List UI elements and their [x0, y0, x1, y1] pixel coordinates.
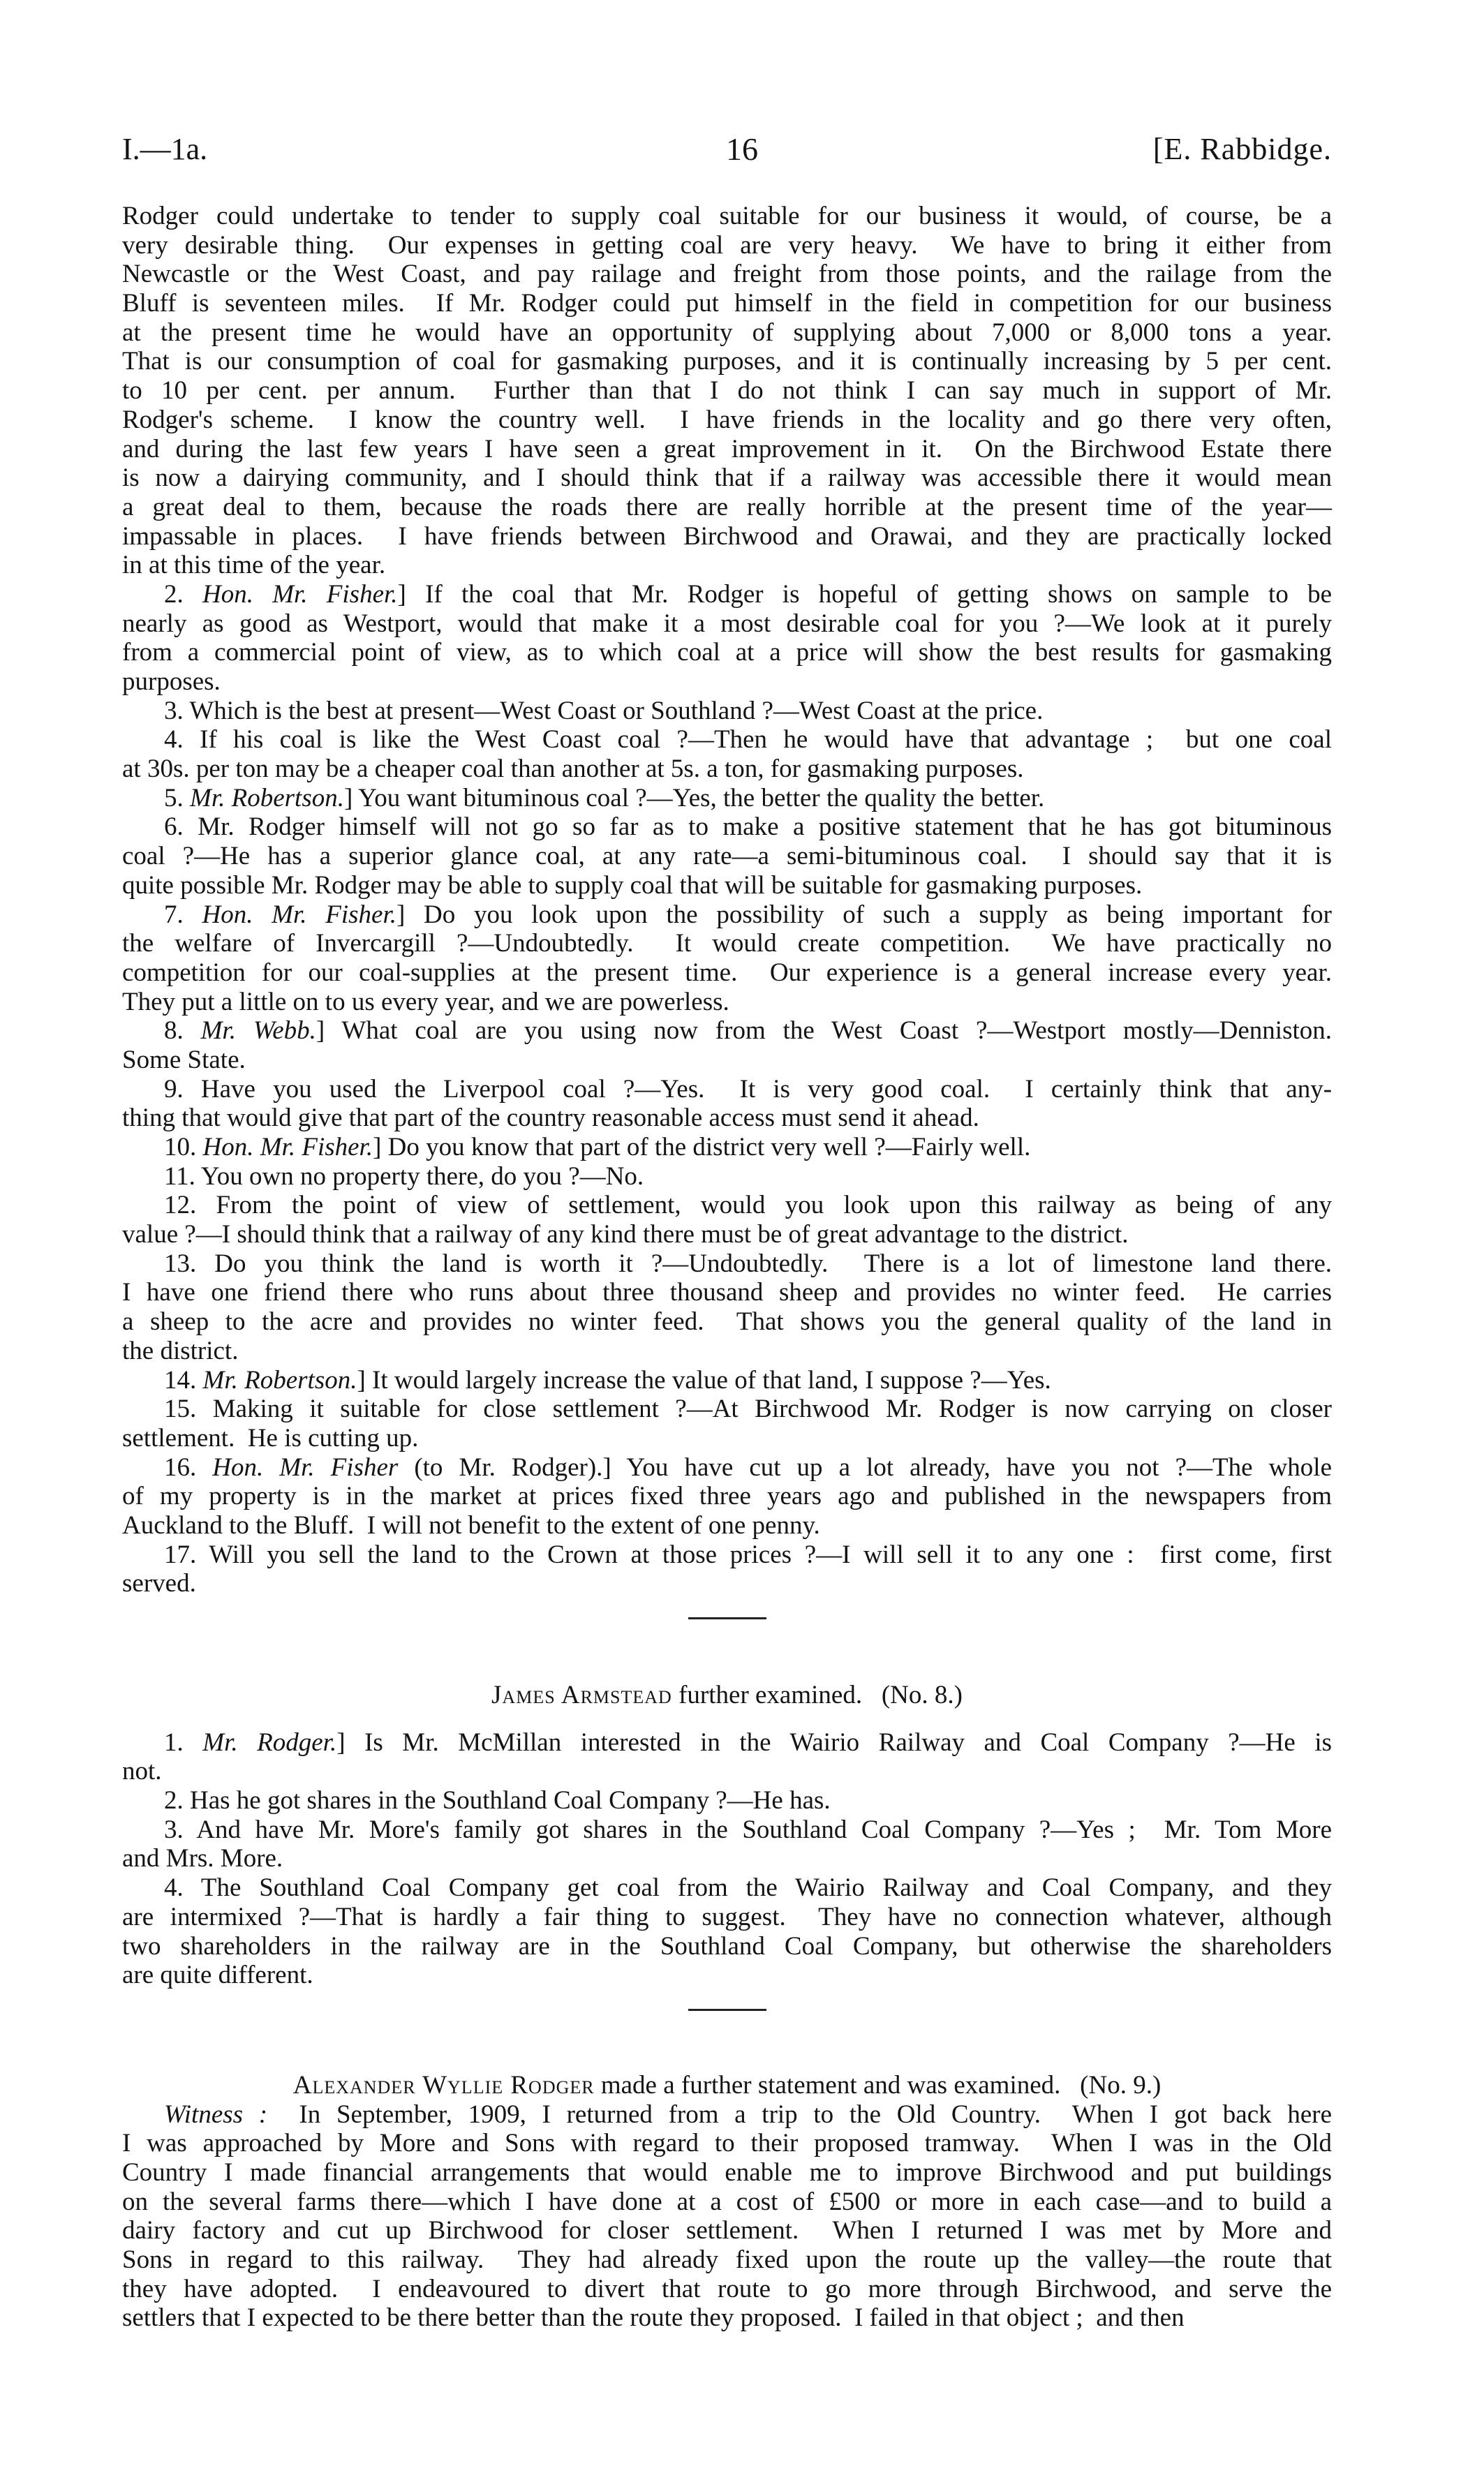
- text-line: [122, 1569, 1332, 1598]
- speaker-name: Hon. Mr. Fisher.: [202, 1133, 373, 1161]
- line-text: and during the last few years I have seen a great improvement in it. On the Birchwood Estate there: [122, 434, 1332, 463]
- page-number: 16: [726, 131, 758, 167]
- text-line: [122, 1786, 1332, 1815]
- line-text: a great deal to them, because the roads there are really horrible at the present time of the year—: [122, 492, 1332, 521]
- speaker-name: Hon. Mr. Fisher.: [202, 579, 398, 609]
- line-text: I was approached by More and Sons with regard to their proposed tramway. When I was in the Old: [122, 2129, 1332, 2158]
- text-line: [122, 1844, 1332, 1873]
- text-line: [122, 812, 1332, 842]
- text-line: [122, 1016, 1332, 1046]
- text-line: [122, 1961, 1332, 1990]
- line-text: ] It would largely increase the value of that land, I suppose ?—Yes.: [357, 1365, 1051, 1395]
- text-line: [122, 1133, 1332, 1162]
- line-text: That is our consumption of coal for gasmaking purposes, and it is continually increasing by 5 per cent.: [122, 347, 1332, 376]
- question-number: 5.: [164, 783, 190, 812]
- text-line: [122, 463, 1332, 493]
- question-answer-paragraph: [122, 1016, 1332, 1074]
- line-text: are quite different.: [122, 1961, 313, 1990]
- text-line: [122, 1482, 1332, 1511]
- text-line: [122, 958, 1332, 988]
- question-answer-paragraph: [122, 1453, 1332, 1540]
- section: [122, 2009, 1332, 2333]
- question-number: 9.: [164, 1074, 201, 1104]
- line-text: ] Do you look upon the possibility of such a supply as being important for: [396, 900, 1333, 929]
- text-line: [122, 725, 1332, 755]
- line-text: ] Is Mr. McMillan interested in the Wairio Railway and Coal Company ?—He is: [336, 1728, 1332, 1757]
- text-line: [122, 1162, 1332, 1191]
- text-line: [122, 2100, 1332, 2130]
- line-text: they have adopted. I endeavoured to divert that route to go more through Birchwood, and serve the: [122, 2274, 1332, 2303]
- document-body: [122, 202, 1332, 2333]
- line-text: Auckland to the Bluff. I will not benefit to the extent of one penny.: [122, 1510, 820, 1540]
- line-text: to 10 per cent. per annum. Further than that I do not think I can say much in support of Mr.: [122, 376, 1332, 406]
- text-line: [122, 1366, 1332, 1395]
- line-text: They put a little on to us every year, and we are powerless.: [122, 987, 729, 1016]
- question-answer-paragraph: [122, 784, 1332, 813]
- text-line: [122, 2245, 1332, 2275]
- text-line: [122, 580, 1332, 609]
- line-text: value ?—I should think that a railway of any kind there must be of great advantage to the district.: [122, 1220, 1129, 1249]
- line-text: at the present time he would have an opportunity of supplying about 7,000 or 8,000 tons a year.: [122, 318, 1332, 347]
- question-answer-paragraph: [122, 2100, 1332, 2333]
- text-line: [122, 2129, 1332, 2158]
- question-number: 2.: [164, 579, 202, 609]
- line-text: competition for our coal-supplies at the present time. Our experience is a general increase every year.: [122, 958, 1332, 987]
- question-answer-paragraph: [122, 1786, 1332, 1815]
- text-line: [122, 1249, 1332, 1279]
- question-answer-paragraph: [122, 1366, 1332, 1395]
- line-text: is now a dairying community, and I should think that if a railway was accessible there it would mean: [122, 463, 1332, 493]
- line-text: quite possible Mr. Rodger may be able to supply coal that will be suitable for gasmaking purposes.: [122, 870, 1143, 900]
- text-line: [122, 1220, 1332, 1249]
- text-line: [122, 929, 1332, 958]
- question-number: 12.: [164, 1191, 216, 1220]
- line-text: ] Do you know that part of the district very well ?—Fairly well.: [373, 1133, 1031, 1161]
- witness-name: Alexander Wyllie Rodger: [292, 2070, 595, 2100]
- text-line: [122, 609, 1332, 639]
- speaker-name: Witness :: [164, 2100, 268, 2129]
- line-text: Will you sell the land to the Crown at those prices ?—I will sell it to any one : first come, first: [209, 1540, 1333, 1569]
- text-line: [122, 2216, 1332, 2245]
- line-text: The Southland Coal Company get coal from the Wairio Railway and Coal Company, and they: [200, 1873, 1332, 1903]
- heading-text: further examined. (No. 8.): [671, 1681, 963, 1709]
- line-text: Sons in regard to this railway. They had already fixed upon the route up the valley—the route that: [122, 2245, 1332, 2274]
- line-text: Country I made financial arrangements that would enable me to improve Birchwood and put buildings: [122, 2158, 1332, 2187]
- text-line: [122, 1104, 1332, 1133]
- question-number: 13.: [164, 1249, 215, 1278]
- question-number: 14.: [164, 1365, 203, 1395]
- text-line: [122, 697, 1332, 726]
- text-line: [122, 1424, 1332, 1453]
- text-line: [122, 1815, 1332, 1845]
- question-answer-paragraph: [122, 1395, 1332, 1453]
- line-text: Mr. Rodger himself will not go so far as to make a positive statement that he has got bituminous: [198, 812, 1332, 842]
- text-line: [122, 435, 1332, 464]
- section: [122, 202, 1332, 1598]
- text-line: [122, 988, 1332, 1017]
- section: [122, 1617, 1332, 1990]
- section-divider: [688, 1617, 766, 1619]
- section-heading: [122, 1681, 1332, 1710]
- question-answer-paragraph: [122, 697, 1332, 726]
- text-line: [122, 2188, 1332, 2217]
- text-line: [122, 1453, 1332, 1483]
- line-text: Making it suitable for close settlement ?—At Birchwood Mr. Rodger is now carrying on closer: [212, 1395, 1332, 1424]
- text-line: [122, 1511, 1332, 1540]
- text-line: [122, 1728, 1332, 1758]
- line-text: of my property is in the market at prices fixed three years ago and published in the newspapers from: [122, 1482, 1332, 1511]
- line-text: Which is the best at present—West Coast or Southland ?—West Coast at the price.: [189, 696, 1044, 725]
- line-text: settlers that I expected to be there better than the route they proposed. I failed in that object ; and then: [122, 2303, 1185, 2333]
- line-text: on the several farms there—which I have done at a cost of £500 or more in each case—and to build a: [122, 2187, 1332, 2216]
- question-answer-paragraph: [122, 900, 1332, 1017]
- witness-running-head: [E. Rabbidge.: [1152, 132, 1332, 166]
- line-text: And have Mr. More's family got shares in the Southland Coal Company ?—Yes ; Mr. Tom More: [196, 1815, 1332, 1844]
- line-text: nearly as good as Westport, would that make it a most desirable coal for you ?—We look at it purely: [122, 609, 1332, 638]
- question-number: 7.: [164, 900, 202, 929]
- line-text: very desirable thing. Our expenses in getting coal are very heavy. We have to bring it either from: [122, 230, 1332, 260]
- text-line: [122, 551, 1332, 580]
- text-line: [122, 1191, 1332, 1220]
- document-reference: I.—1a.: [122, 132, 208, 166]
- text-line: [122, 289, 1332, 318]
- line-text: dairy factory and cut up Birchwood for closer settlement. When I returned I was met by More and: [122, 2216, 1332, 2245]
- text-line: [122, 1395, 1332, 1424]
- text-line: [122, 871, 1332, 900]
- line-text: impassable in places. I have friends between Birchwood and Orawai, and they are practically locked: [122, 521, 1332, 551]
- question-answer-paragraph: [122, 1540, 1332, 1598]
- question-answer-paragraph: [122, 1191, 1332, 1249]
- question-answer-paragraph: [122, 202, 1332, 580]
- question-number: 4.: [164, 725, 200, 755]
- line-text: purposes.: [122, 667, 221, 696]
- question-number: 8.: [164, 1016, 201, 1046]
- text-line: [122, 638, 1332, 667]
- line-text: not.: [122, 1757, 162, 1786]
- line-text: Do you think the land is worth it ?—Undoubtedly. There is a lot of limestone land there.: [214, 1249, 1333, 1278]
- question-number: 10.: [164, 1133, 203, 1161]
- text-line: [122, 1278, 1332, 1307]
- line-text: (to Mr. Rodger).] You have cut up a lot already, have you not ?—The whole: [398, 1453, 1332, 1482]
- line-text: Rodger's scheme. I know the country well. I have friends in the locality and go there very often,: [122, 405, 1332, 434]
- question-answer-paragraph: [122, 725, 1332, 783]
- text-line: [122, 231, 1332, 260]
- line-text: thing that would give that part of the country reasonable access must send it ahead.: [122, 1104, 979, 1133]
- line-text: and Mrs. More.: [122, 1844, 283, 1873]
- line-text: Some State.: [122, 1045, 246, 1074]
- speaker-name: Mr. Robertson.: [190, 783, 344, 812]
- line-text: a sheep to the acre and provides no winter feed. That shows you the general quality of the land in: [122, 1307, 1332, 1337]
- line-text: ] If the coal that Mr. Rodger is hopeful of getting shows on sample to be: [397, 579, 1332, 609]
- line-text: Rodger could undertake to tender to supply coal suitable for our business it would, of course, be a: [122, 202, 1332, 230]
- witness-name: James Armstead: [491, 1681, 672, 1709]
- text-line: [122, 376, 1332, 406]
- line-text: ] You want bituminous coal ?—Yes, the better the quality the better.: [343, 783, 1045, 812]
- text-line: [122, 406, 1332, 435]
- speaker-name: Hon. Mr. Fisher: [212, 1453, 399, 1482]
- section-heading: [122, 2071, 1332, 2100]
- line-text: In September, 1909, I returned from a trip to the Old Country. When I got back here: [267, 2100, 1332, 2129]
- line-text: coal ?—He has a superior glance coal, at any rate—a semi-bituminous coal. I should say that it is: [122, 842, 1332, 871]
- heading-text: made a further statement and was examined. (No. 9.): [594, 2070, 1162, 2100]
- line-text: in at this time of the year.: [122, 551, 386, 580]
- text-line: [122, 900, 1332, 930]
- question-answer-paragraph: [122, 812, 1332, 900]
- line-text: I have one friend there who runs about three thousand sheep and provides no winter feed. He carries: [122, 1278, 1332, 1307]
- text-line: [122, 1932, 1332, 1961]
- line-text: Has he got shares in the Southland Coal Company ?—He has.: [190, 1786, 831, 1815]
- line-text: You own no property there, do you ?—No.: [200, 1161, 644, 1191]
- text-line: [122, 2303, 1332, 2333]
- question-number: 1.: [164, 1728, 203, 1757]
- text-line: [122, 784, 1332, 813]
- text-line: [122, 318, 1332, 348]
- question-number: 15.: [164, 1395, 213, 1424]
- text-line: [122, 2158, 1332, 2188]
- question-number: 4.: [164, 1873, 201, 1903]
- line-text: From the point of view of settlement, would you look upon this railway as being of any: [216, 1191, 1332, 1220]
- text-line: [122, 2275, 1332, 2304]
- line-text: ] What coal are you using now from the West Coast ?—Westport mostly—Denniston.: [316, 1016, 1333, 1046]
- line-text: are intermixed ?—That is hardly a fair thing to suggest. They have no connection whatever, although: [122, 1902, 1332, 1931]
- line-text: Have you used the Liverpool coal ?—Yes. It is very good coal. I certainly think that any-: [200, 1074, 1333, 1104]
- text-line: [122, 202, 1332, 231]
- question-answer-paragraph: [122, 1873, 1332, 1990]
- line-text: two shareholders in the railway are in the Southland Coal Company, but otherwise the shareholders: [122, 1931, 1332, 1961]
- text-line: [122, 522, 1332, 551]
- question-number: 6.: [164, 812, 198, 842]
- question-answer-paragraph: [122, 1249, 1332, 1366]
- text-line: [122, 1540, 1332, 1570]
- text-line: [122, 1873, 1332, 1903]
- speaker-name: Mr. Rodger.: [202, 1728, 337, 1757]
- question-answer-paragraph: [122, 1162, 1332, 1191]
- speaker-name: Mr. Webb.: [200, 1016, 316, 1046]
- text-line: [122, 1337, 1332, 1366]
- line-text: settlement. He is cutting up.: [122, 1423, 419, 1453]
- text-line: [122, 842, 1332, 871]
- line-text: Bluff is seventeen miles. If Mr. Rodger could put himself in the field in competition for our business: [122, 289, 1332, 318]
- question-number: 11.: [164, 1161, 201, 1191]
- question-number: 2.: [164, 1786, 190, 1815]
- speaker-name: Hon. Mr. Fisher.: [202, 900, 396, 929]
- line-text: served.: [122, 1569, 196, 1598]
- question-number: 3.: [164, 696, 190, 725]
- question-answer-paragraph: [122, 1815, 1332, 1873]
- text-line: [122, 1307, 1332, 1337]
- text-line: [122, 755, 1332, 784]
- question-number: 17.: [164, 1540, 209, 1569]
- text-line: [122, 347, 1332, 376]
- question-number: 3.: [164, 1815, 197, 1844]
- line-text: Newcastle or the West Coast, and pay railage and freight from those points, and the railage from the: [122, 260, 1332, 289]
- text-line: [122, 260, 1332, 289]
- question-number: 16.: [164, 1453, 213, 1482]
- text-line: [122, 493, 1332, 522]
- text-line: [122, 667, 1332, 697]
- text-line: [122, 1903, 1332, 1932]
- question-answer-paragraph: [122, 1075, 1332, 1133]
- section-divider: [688, 2009, 766, 2011]
- text-line: [122, 1075, 1332, 1104]
- text-line: [122, 1046, 1332, 1075]
- line-text: the district.: [122, 1336, 239, 1365]
- line-text: at 30s. per ton may be a cheaper coal than another at 5s. a ton, for gasmaking purposes.: [122, 755, 1024, 784]
- question-answer-paragraph: [122, 580, 1332, 697]
- line-text: from a commercial point of view, as to which coal at a price will show the best results for gasmaking: [122, 638, 1332, 667]
- text-line: [122, 1757, 1332, 1786]
- speaker-name: Mr. Robertson.: [202, 1365, 357, 1395]
- line-text: If his coal is like the West Coast coal ?—Then he would have that advantage ; but one coal: [200, 725, 1332, 755]
- question-answer-paragraph: [122, 1133, 1332, 1162]
- line-text: the welfare of Invercargill ?—Undoubtedly. It would create competition. We have practically no: [122, 929, 1332, 958]
- question-answer-paragraph: [122, 1728, 1332, 1786]
